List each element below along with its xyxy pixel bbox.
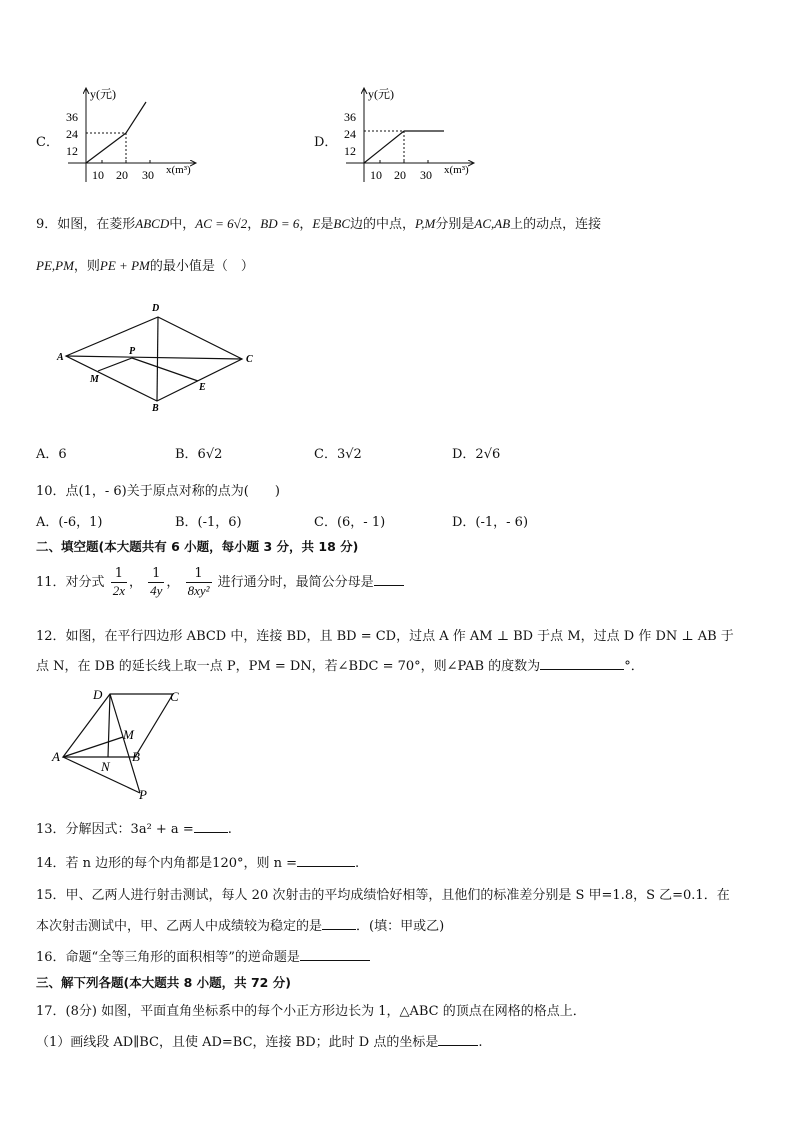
diagonal-ac — [66, 356, 242, 359]
q10-option-d[interactable]: D．(-1，- 6) — [452, 515, 529, 530]
y-tick: 36 — [66, 110, 78, 124]
y-axis-label: y(元) — [90, 87, 116, 101]
label-d: D — [93, 687, 103, 702]
option-d-label: D． — [314, 135, 338, 150]
label-c: C — [246, 354, 253, 365]
graph-c — [56, 84, 216, 189]
q11: 11．对分式 $\frac{1}{2x}$ ， $\frac{1}{4y}$ ， $\frac{1}{\text{8xy²}}$ 进行通分时，最简公分母是 — [36, 566, 404, 599]
label-e: E — [199, 382, 206, 393]
label-m: M — [123, 727, 134, 742]
parallelogram-figure — [50, 684, 200, 804]
q16: 16．命题“全等三角形的面积相等”的逆命题是 — [36, 946, 370, 965]
graph-segment — [86, 133, 126, 163]
q13: 13．分解因式：3a² + a = . — [36, 822, 232, 837]
q9-option-a[interactable]: A．6 — [36, 447, 67, 462]
answer-blank[interactable] — [374, 573, 404, 586]
q14: 14．若 n 边形的每个内角都是120°，则 n = . — [36, 856, 360, 871]
y-tick: 12 — [66, 144, 78, 158]
segment-pe — [132, 358, 198, 381]
answer-blank[interactable] — [297, 854, 355, 867]
q12-line2: 点 N，在 DB 的延长线上取一点 P，PM = DN，若∠BDC = 70°，则∠PAB 的度数为 °． — [36, 659, 644, 674]
segment-dp — [110, 694, 140, 793]
label-b: B — [152, 403, 159, 414]
graph-segment — [364, 131, 404, 163]
q10-option-a[interactable]: A．(-6，1) — [36, 515, 103, 530]
x-axis-label: x(m³) — [444, 164, 469, 176]
q15-line1: 15．甲、乙两人进行射击测试，每人 20 次射击的平均成绩恰好相等，且他们的标准差分别是 S 甲=1.8，S 乙=0.1．在 — [36, 888, 730, 903]
answer-blank[interactable] — [194, 820, 228, 833]
y-axis-label: y(元) — [368, 87, 394, 101]
q10-option-b[interactable]: B．(-1，6) — [175, 515, 242, 530]
answer-blank[interactable] — [322, 917, 356, 930]
label-p: P — [129, 346, 136, 357]
label-b: B — [132, 749, 140, 764]
q9-line2: PE,PM，则PE + PM的最小值是（ ） — [36, 258, 254, 274]
label-n: N — [101, 759, 110, 774]
y-tick: 24 — [344, 127, 356, 141]
diagonal-bd — [157, 317, 158, 401]
label-d: D — [152, 303, 160, 314]
rhombus-figure — [52, 298, 272, 418]
section-2-heading: 二、填空题(本大题共有 6 小题，每小题 3 分，共 18 分) — [36, 539, 359, 554]
label-a: A — [57, 352, 64, 363]
y-tick: 24 — [66, 127, 78, 141]
q15-line2: 本次射击测试中，甲、乙两人中成绩较为稳定的是 ．(填：甲或乙) — [36, 919, 445, 934]
x-tick: 30 — [142, 168, 154, 182]
q9-option-c[interactable]: C．3√2 — [314, 447, 362, 462]
label-a: A — [52, 749, 60, 764]
x-axis-label: x(m³) — [166, 164, 191, 176]
q10-option-c[interactable]: C．(6，- 1) — [314, 515, 386, 530]
y-tick: 12 — [344, 144, 356, 158]
graph-d — [334, 84, 494, 189]
parallelogram-abcd — [63, 694, 173, 757]
segment-am — [63, 737, 123, 757]
answer-blank[interactable] — [300, 948, 370, 961]
q10-stem: 10．点(1，- 6)关于原点对称的点为( ) — [36, 484, 280, 499]
q9-line1: 9．如图，在菱形ABCD中，AC = 6√2，BD = 6，E是BC边的中点，P,M分别是AC,AB上的动点，连接 — [36, 216, 602, 232]
label-p: P — [139, 787, 147, 802]
x-tick: 30 — [420, 168, 432, 182]
y-tick: 36 — [344, 110, 356, 124]
x-tick: 20 — [116, 168, 128, 182]
x-tick: 20 — [394, 168, 406, 182]
x-tick: 10 — [370, 168, 382, 182]
segment-pm — [98, 358, 132, 371]
q17-line1: 17．(8分) 如图，平面直角坐标系中的每个小正方形边长为 1，△ABC 的顶点在网格的格点上． — [36, 1004, 586, 1019]
segment-dn — [108, 694, 110, 757]
x-tick: 10 — [92, 168, 104, 182]
section-3-heading: 三、解下列各题(本大题共 8 小题，共 72 分) — [36, 975, 291, 990]
q12-line1: 12．如图，在平行四边形 ABCD 中，连接 BD，且 BD = CD，过点 A 作 AM ⊥ BD 于点 M，过点 D 作 DN ⊥ AB 于 — [36, 629, 734, 644]
q9-option-b[interactable]: B．6√2 — [175, 447, 223, 462]
graph-segment — [126, 102, 146, 133]
q17-line2: （1）画线段 AD∥BC，且使 AD=BC，连接 BD；此时 D 点的坐标是 . — [36, 1035, 483, 1050]
q9-option-d[interactable]: D．2√6 — [452, 447, 501, 462]
answer-blank[interactable] — [438, 1033, 478, 1046]
label-m: M — [90, 374, 99, 385]
label-c: C — [170, 689, 179, 704]
option-c-label: C． — [36, 135, 59, 150]
answer-blank[interactable] — [540, 657, 624, 670]
